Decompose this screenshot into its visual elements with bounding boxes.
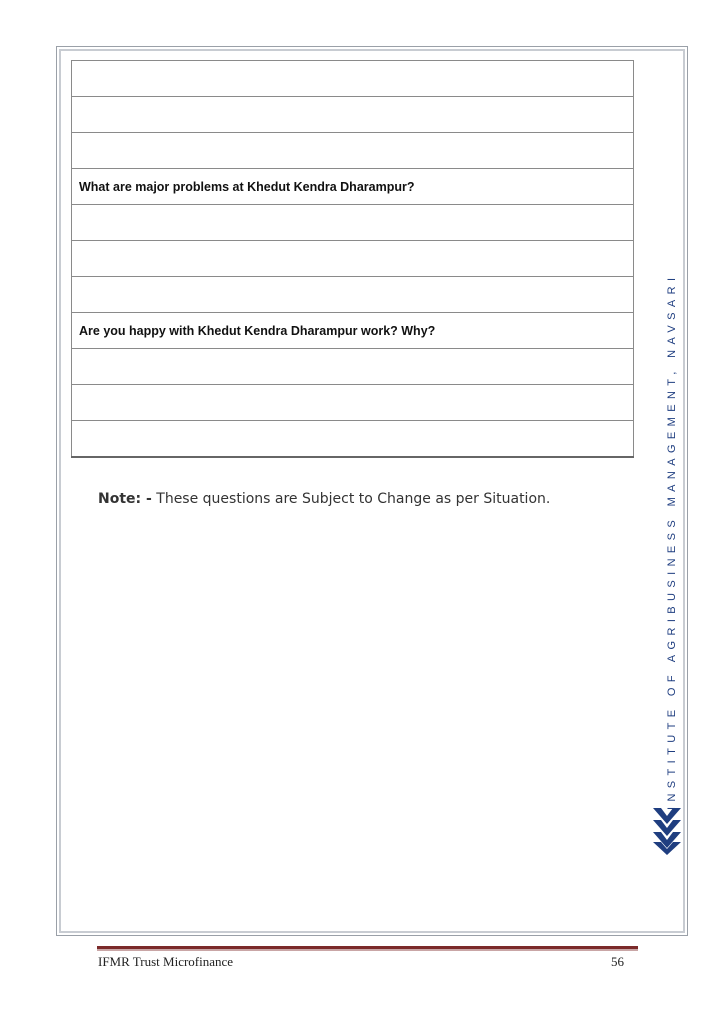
table-cell: [72, 97, 634, 133]
table-row: [72, 97, 634, 133]
note-label: Note: -: [98, 491, 152, 507]
table-cell: [72, 133, 634, 169]
table-row: [72, 277, 634, 313]
survey-table: [71, 60, 634, 458]
chevron-logo-icon: [651, 806, 683, 856]
table-row: [72, 61, 634, 97]
table-row: [72, 349, 634, 385]
note: [98, 491, 550, 507]
table-cell: [72, 241, 634, 277]
table-row: [72, 421, 634, 458]
footer-rule-shadow: [97, 949, 638, 951]
note-text: These questions are Subject to Change as per Situation.: [156, 491, 551, 507]
side-banner-text: INSTITUTE OF AGRIBUSINESS MANAGEMENT, NAVSARI: [666, 272, 678, 810]
table-row: [72, 241, 634, 277]
table-cell: [72, 277, 634, 313]
question-problems: What are major problems at Khedut Kendra Dharampur?: [72, 169, 634, 205]
question-row: [72, 169, 634, 205]
table-row: [72, 205, 634, 241]
table-cell: [72, 205, 634, 241]
page-number: 56: [611, 954, 624, 969]
table-cell: [72, 61, 634, 97]
table-cell: [72, 421, 634, 458]
table-row: [72, 385, 634, 421]
table-cell: [72, 385, 634, 421]
question-row: [72, 313, 634, 349]
table-row: [72, 133, 634, 169]
table-cell: [72, 349, 634, 385]
footer-title: IFMR Trust Microfinance: [98, 954, 234, 969]
question-happy: Are you happy with Khedut Kendra Dharampur work? Why?: [72, 313, 634, 349]
